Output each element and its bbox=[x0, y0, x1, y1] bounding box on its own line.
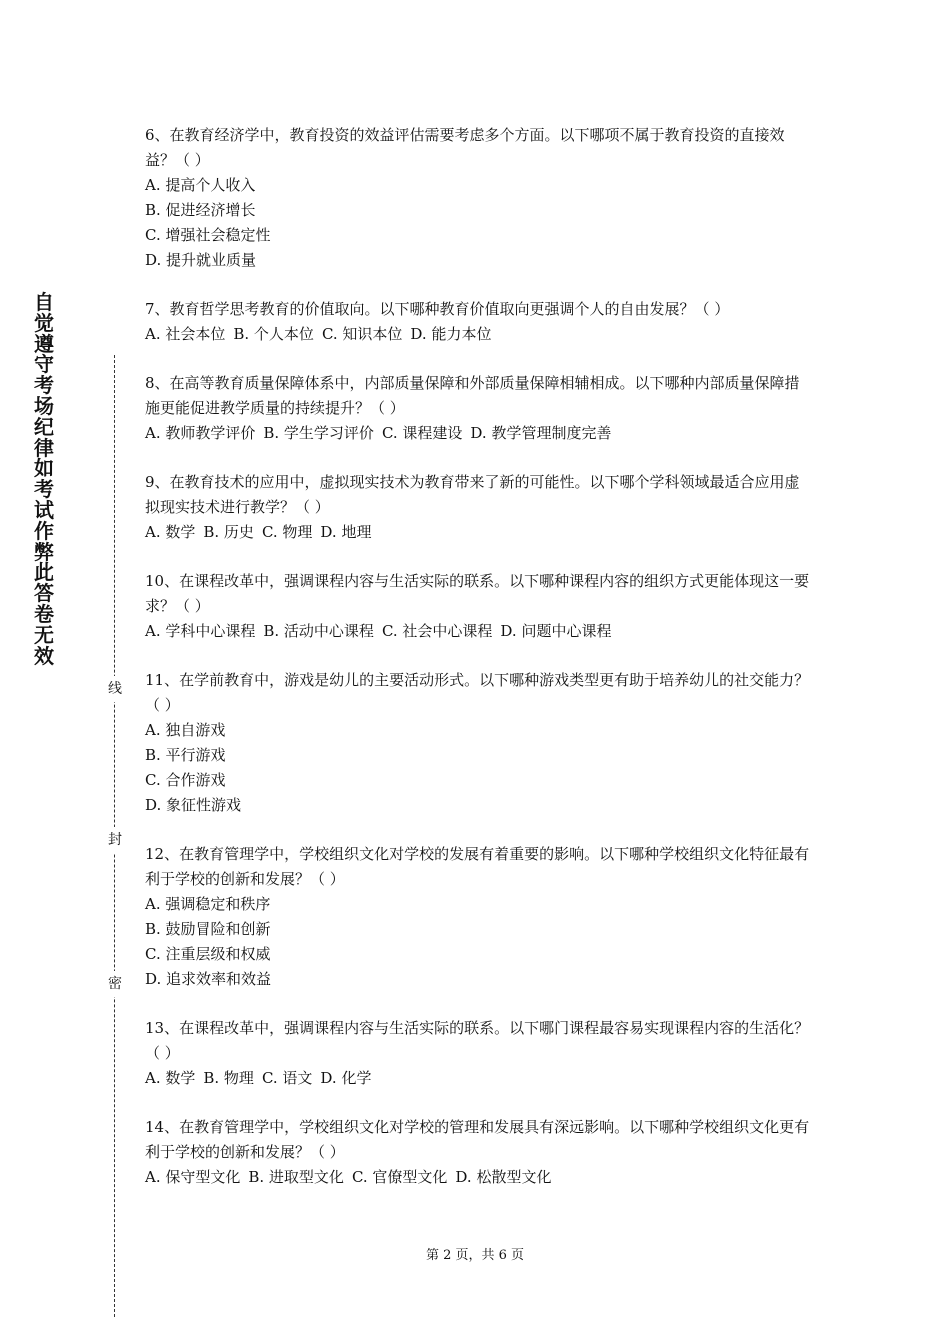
seal-label-line: 线 bbox=[104, 676, 126, 702]
question-options bbox=[145, 421, 813, 446]
question-option: C. 合作游戏 bbox=[145, 771, 226, 789]
question-options bbox=[145, 173, 813, 273]
question-stem: 12、在教育管理学中，学校组织文化对学校的发展有着重要的影响。以下哪种学校组织文化特征最有利于学校的创新和发展？（ ） bbox=[145, 845, 810, 888]
exam-discipline-notice: 自觉遵守考场纪律如考试作弊此答卷无效 bbox=[34, 290, 54, 668]
question-option: D. 松散型文化 bbox=[455, 1168, 552, 1186]
question-option: C. 知识本位 bbox=[321, 325, 403, 343]
question-option: D. 地理 bbox=[320, 523, 372, 541]
question-option: B. 促进经济增长 bbox=[145, 201, 256, 219]
question-option: B. 物理 bbox=[203, 1069, 254, 1087]
question-options bbox=[145, 520, 813, 545]
question-stem: 6、在教育经济学中，教育投资的效益评估需要考虑多个方面。以下哪项不属于教育投资的直接效益？（ ） bbox=[145, 126, 785, 169]
question-option: D. 教学管理制度完善 bbox=[470, 424, 612, 442]
question-option: D. 能力本位 bbox=[410, 325, 492, 343]
question-option: A. 独自游戏 bbox=[145, 721, 226, 739]
question-option: A. 社会本位 bbox=[145, 325, 226, 343]
question-option: D. 提升就业质量 bbox=[145, 251, 257, 269]
question-item bbox=[145, 668, 813, 818]
question-option: D. 象征性游戏 bbox=[145, 796, 242, 814]
question-stem: 14、在教育管理学中，学校组织文化对学校的管理和发展具有深远影响。以下哪种学校组织文化更有利于学校的创新和发展？（ ） bbox=[145, 1118, 810, 1161]
question-stem: 9、在教育技术的应用中，虚拟现实技术为教育带来了新的可能性。以下哪个学科领域最适合应用虚拟现实技术进行教学？（ ） bbox=[145, 473, 800, 516]
question-option: C. 注重层级和权威 bbox=[145, 945, 271, 963]
question-option: A. 提高个人收入 bbox=[145, 176, 256, 194]
question-item bbox=[145, 569, 813, 644]
question-option: B. 活动中心课程 bbox=[263, 622, 374, 640]
question-option: D. 追求效率和效益 bbox=[145, 970, 272, 988]
seal-label-seal: 封 bbox=[104, 827, 126, 853]
question-item bbox=[145, 842, 813, 992]
question-option: A. 数学 bbox=[145, 523, 196, 541]
question-options bbox=[145, 322, 813, 347]
question-item bbox=[145, 1016, 813, 1091]
question-option: A. 强调稳定和秩序 bbox=[145, 895, 271, 913]
seal-label-secret: 密 bbox=[104, 971, 126, 997]
question-option: B. 鼓励冒险和创新 bbox=[145, 920, 271, 938]
question-item bbox=[145, 297, 813, 347]
question-stem: 8、在高等教育质量保障体系中，内部质量保障和外部质量保障相辅相成。以下哪种内部质量保障措施更能促进教学质量的持续提升？（ ） bbox=[145, 374, 800, 417]
question-option: C. 语文 bbox=[261, 1069, 313, 1087]
question-option: D. 化学 bbox=[320, 1069, 372, 1087]
question-item bbox=[145, 123, 813, 273]
question-option: C. 增强社会稳定性 bbox=[145, 226, 271, 244]
question-options bbox=[145, 1066, 813, 1091]
question-option: B. 学生学习评价 bbox=[263, 424, 374, 442]
question-item bbox=[145, 1115, 813, 1190]
question-option: C. 课程建设 bbox=[381, 424, 463, 442]
question-option: C. 官僚型文化 bbox=[351, 1168, 448, 1186]
question-option: C. 物理 bbox=[261, 523, 313, 541]
question-option: D. 问题中心课程 bbox=[500, 622, 612, 640]
question-options bbox=[145, 619, 813, 644]
question-item bbox=[145, 371, 813, 446]
question-option: A. 学科中心课程 bbox=[145, 622, 256, 640]
question-stem: 13、在课程改革中，强调课程内容与生活实际的联系。以下哪门课程最容易实现课程内容的生活化？（ ） bbox=[145, 1019, 810, 1062]
question-options bbox=[145, 1165, 813, 1190]
question-options bbox=[145, 718, 813, 818]
question-option: A. 教师教学评价 bbox=[145, 424, 256, 442]
question-item bbox=[145, 470, 813, 545]
question-stem: 11、在学前教育中，游戏是幼儿的主要活动形式。以下哪种游戏类型更有助于培养幼儿的社交能力？（ ） bbox=[145, 671, 810, 714]
question-stem: 10、在课程改革中，强调课程内容与生活实际的联系。以下哪种课程内容的组织方式更能体现这一要求？（ ） bbox=[145, 572, 810, 615]
question-list bbox=[145, 123, 813, 1214]
page-number: 第 2 页，共 6 页 bbox=[425, 1248, 525, 1263]
question-option: A. 保守型文化 bbox=[145, 1168, 241, 1186]
question-option: B. 个人本位 bbox=[233, 325, 314, 343]
question-option: B. 历史 bbox=[203, 523, 254, 541]
question-stem: 7、教育哲学思考教育的价值取向。以下哪种教育价值取向更强调个人的自由发展？（ ） bbox=[145, 300, 730, 318]
question-option: B. 进取型文化 bbox=[248, 1168, 344, 1186]
question-options bbox=[145, 892, 813, 992]
question-option: C. 社会中心课程 bbox=[381, 622, 493, 640]
question-option: A. 数学 bbox=[145, 1069, 196, 1087]
question-option: B. 平行游戏 bbox=[145, 746, 226, 764]
